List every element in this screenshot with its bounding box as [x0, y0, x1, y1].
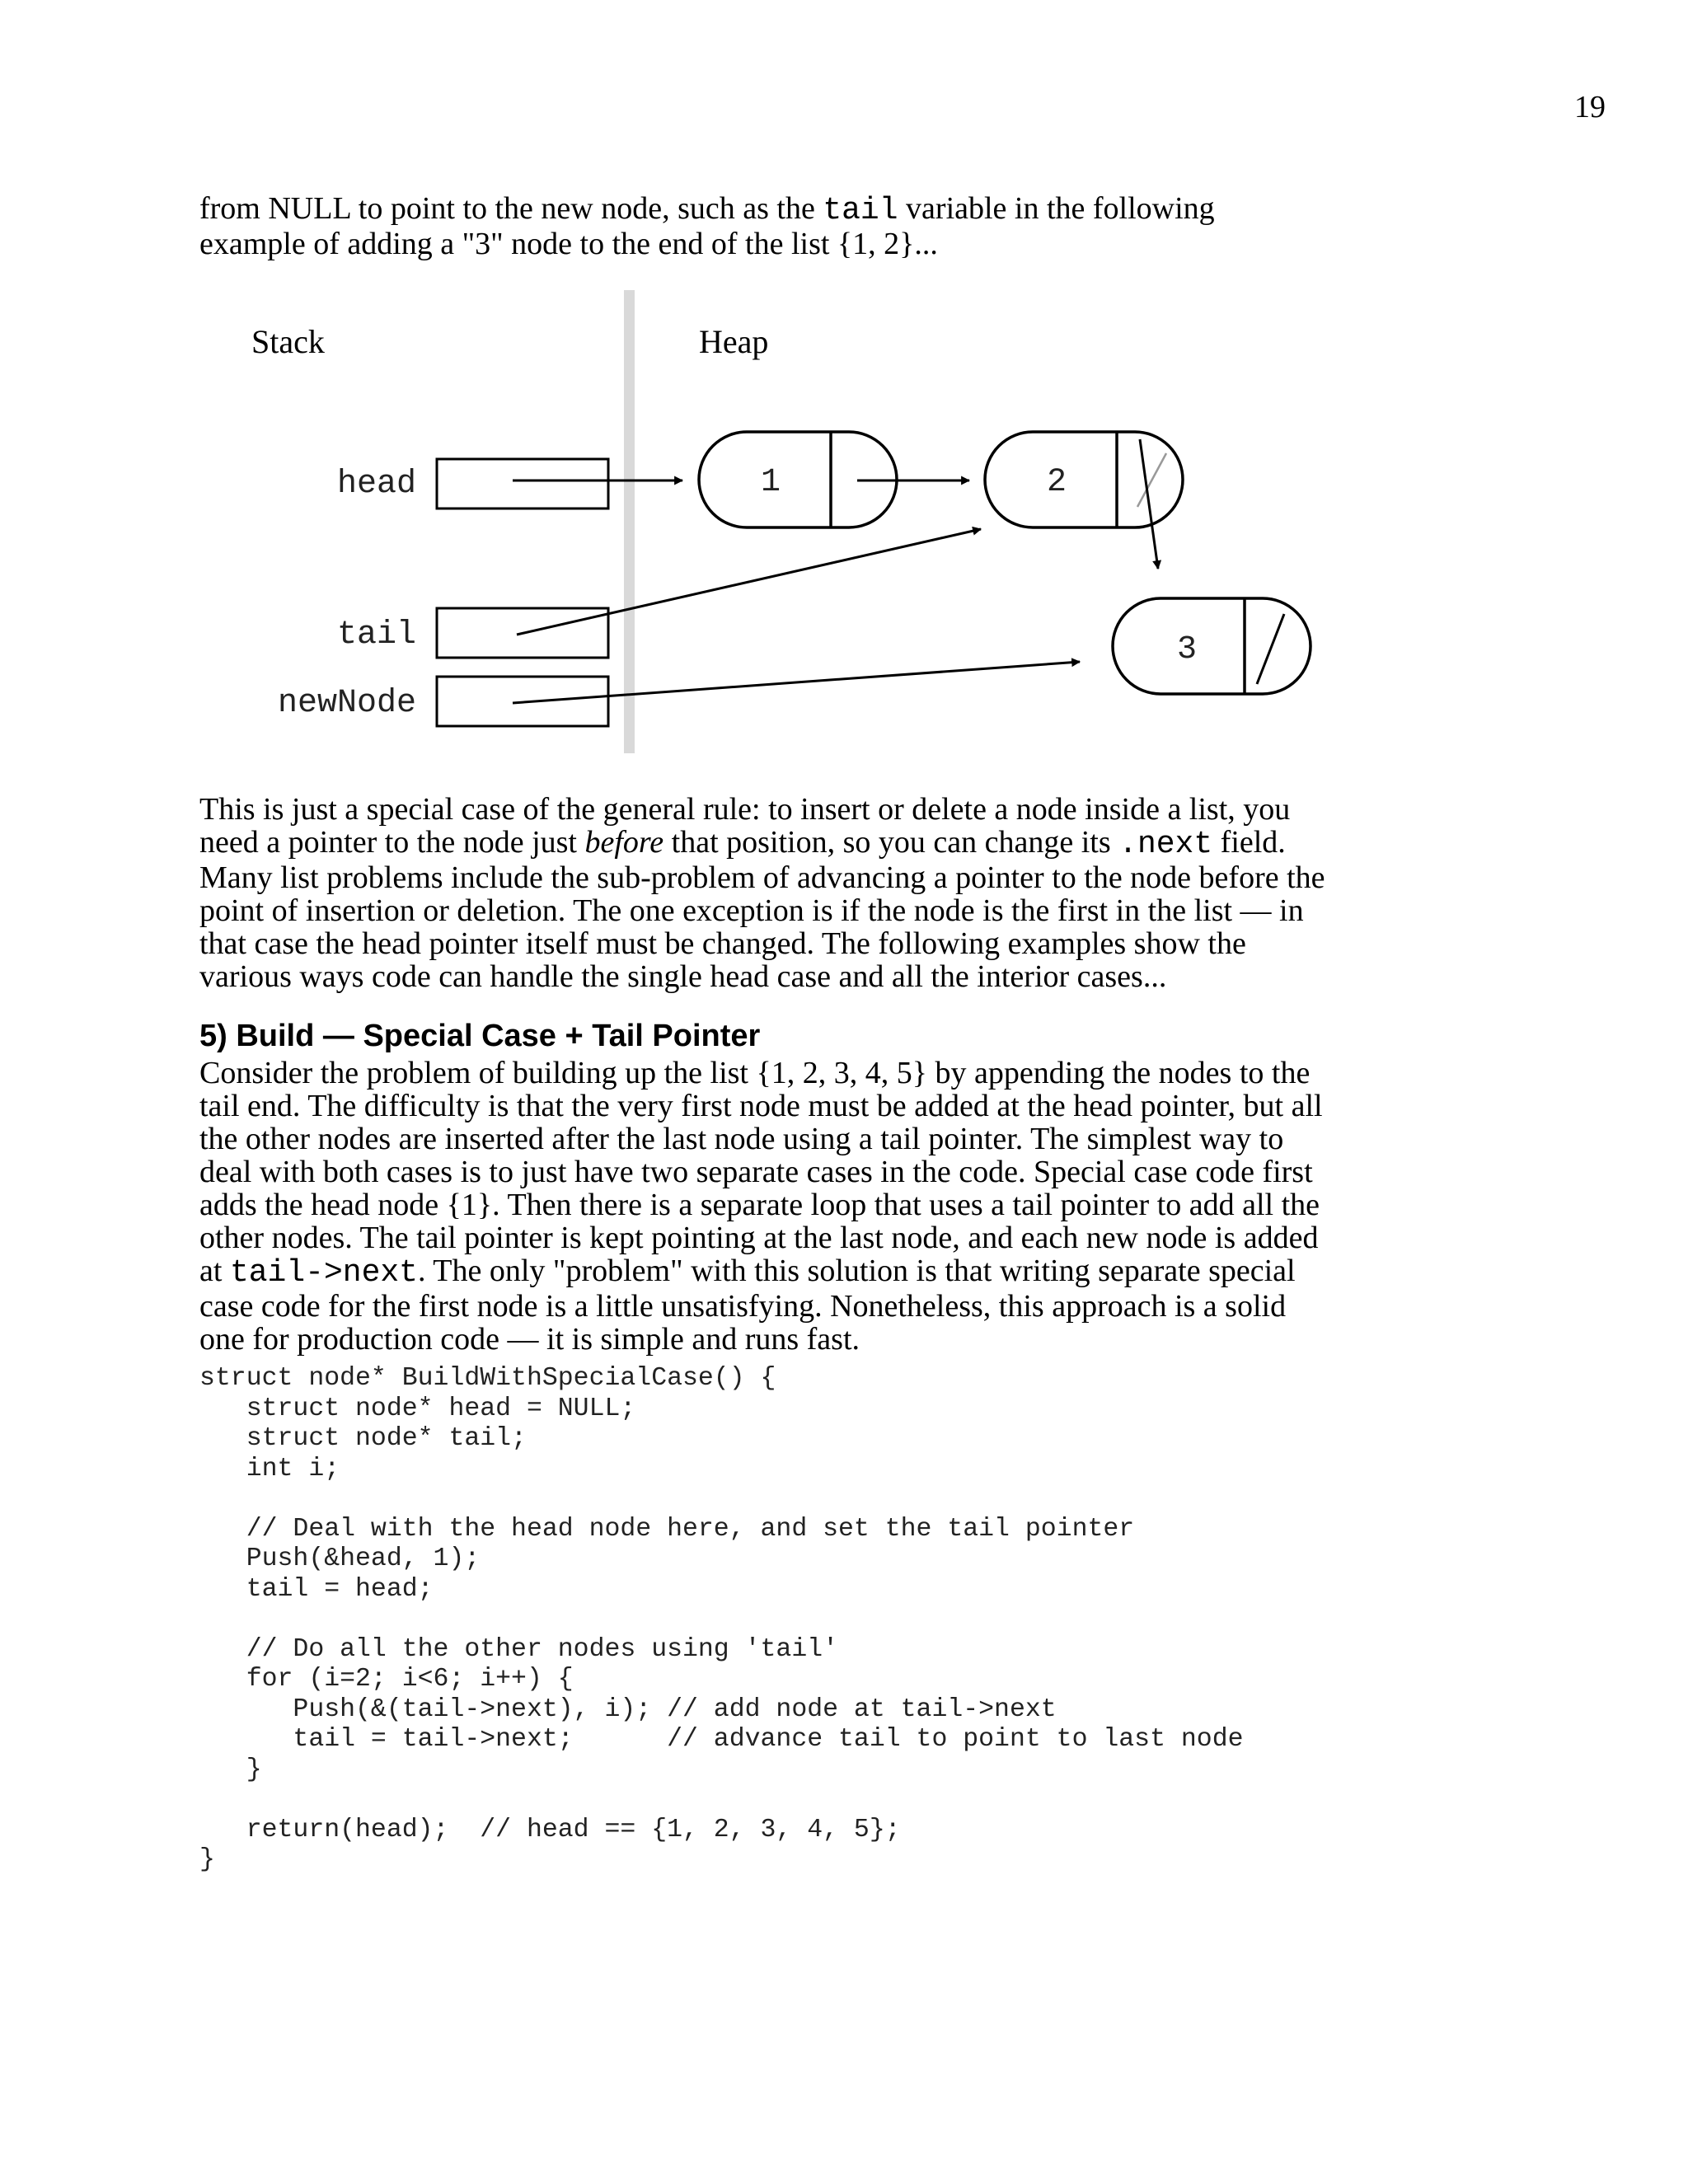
code-line: tail = head;: [199, 1574, 434, 1604]
section-heading: 5) Build — Special Case + Tail Pointer: [199, 1019, 761, 1053]
inline-code-tail-next: tail->next: [229, 1255, 418, 1291]
build-paragraph: [199, 1057, 1419, 1356]
emphasis-before: before: [584, 825, 664, 860]
intro-paragraph: [199, 192, 1419, 260]
code-line: for (i=2; i<6; i++) {: [199, 1665, 574, 1694]
code-line: Push(&head, 1);: [199, 1544, 481, 1573]
code-line: [199, 1605, 1244, 1635]
code-line: [199, 1785, 1244, 1816]
code-line: Push(&(tail->next), i); // add node at tail->next: [199, 1694, 1057, 1724]
build-line: one for production code — it is simple and runs fast.: [199, 1322, 860, 1357]
code-line: return(head); // head == {1, 2, 3, 4, 5};: [199, 1815, 901, 1844]
build-line: case code for the first node is a little unsatisfying. Nonetheless, this approach is a solid: [199, 1289, 1287, 1324]
list-node-2: [985, 432, 1183, 527]
tail-to-node2-arrow: [517, 529, 981, 635]
build-line: other nodes. The tail pointer is kept pointing at the last node, and each new node is added: [199, 1221, 1319, 1255]
build-line: [199, 1254, 1419, 1290]
heap-label: Heap: [699, 323, 769, 360]
build-line: tail end. The difficulty is that the very first node must be added at the head pointer, but all: [199, 1089, 1323, 1123]
var-label-tail: tail: [336, 616, 416, 654]
code-line: tail = tail->next; // advance tail to point to last node: [199, 1725, 1244, 1754]
explain-text: field.: [1212, 825, 1286, 860]
stack-heap-diagram: [0, 280, 1688, 766]
explain-line: [199, 826, 1419, 861]
intro-line-2: example of adding a "3" node to the end of the list {1, 2}...: [199, 227, 938, 261]
intro-text: from NULL to point to the new node, such as the: [199, 191, 823, 226]
explain-line: Many list problems include the sub-problem of advancing a pointer to the node before the: [199, 860, 1325, 895]
build-line: the other nodes are inserted after the last node using a tail pointer. The simplest way to: [199, 1122, 1284, 1156]
explain-line: that case the head pointer itself must be changed. The following examples show the: [199, 926, 1246, 961]
code-line: struct node* head = NULL;: [199, 1394, 636, 1423]
stack-heap-divider: [624, 290, 635, 753]
code-line: struct node* BuildWithSpecialCase() {: [199, 1364, 776, 1393]
explain-line: point of insertion or deletion. The one exception is if the node is the first in the list — in: [199, 893, 1304, 928]
build-text: . The only "problem" with this solution is that writing separate special: [417, 1254, 1296, 1288]
explain-text: need a pointer to the node just: [199, 825, 585, 860]
code-listing: [199, 1364, 1244, 1876]
intro-line-1: [199, 192, 1419, 227]
code-line: struct node* tail;: [199, 1424, 527, 1453]
code-line: // Do all the other nodes using 'tail': [199, 1634, 839, 1664]
build-line: deal with both cases is to just have two separate cases in the code. Special case code first: [199, 1155, 1313, 1189]
node-value-2: 2: [1046, 464, 1067, 501]
intro-text: variable in the following: [898, 191, 1215, 226]
build-text: at: [199, 1254, 230, 1288]
build-line: adds the head node {1}. Then there is a separate loop that uses a tail pointer to add all the: [199, 1188, 1320, 1222]
inline-code-next: .next: [1118, 827, 1213, 862]
explain-text: that position, so you can change its: [663, 825, 1119, 860]
list-node-3: [1113, 598, 1311, 694]
code-line: // Deal with the head node here, and set the tail pointer: [199, 1514, 1135, 1544]
explain-line: This is just a special case of the general rule: to insert or delete a node inside a list, you: [199, 792, 1291, 827]
explanation-paragraph: [199, 793, 1419, 993]
inline-code-tail: tail: [823, 193, 898, 228]
build-line: Consider the problem of building up the list {1, 2, 3, 4, 5} by appending the nodes to the: [199, 1056, 1311, 1090]
var-label-head: head: [336, 466, 416, 503]
head-pointer-box: [437, 459, 608, 509]
var-label-newnode: newNode: [277, 685, 416, 722]
node-value-3: 3: [1176, 631, 1198, 668]
page-number: 19: [1574, 90, 1606, 124]
stack-label: Stack: [251, 323, 325, 360]
code-line: }: [199, 1845, 215, 1874]
node-value-1: 1: [760, 464, 781, 501]
code-line: }: [199, 1755, 262, 1784]
code-line: int i;: [199, 1454, 340, 1483]
code-line: [199, 1484, 1244, 1515]
explain-line: various ways code can handle the single head case and all the interior cases...: [199, 959, 1167, 994]
